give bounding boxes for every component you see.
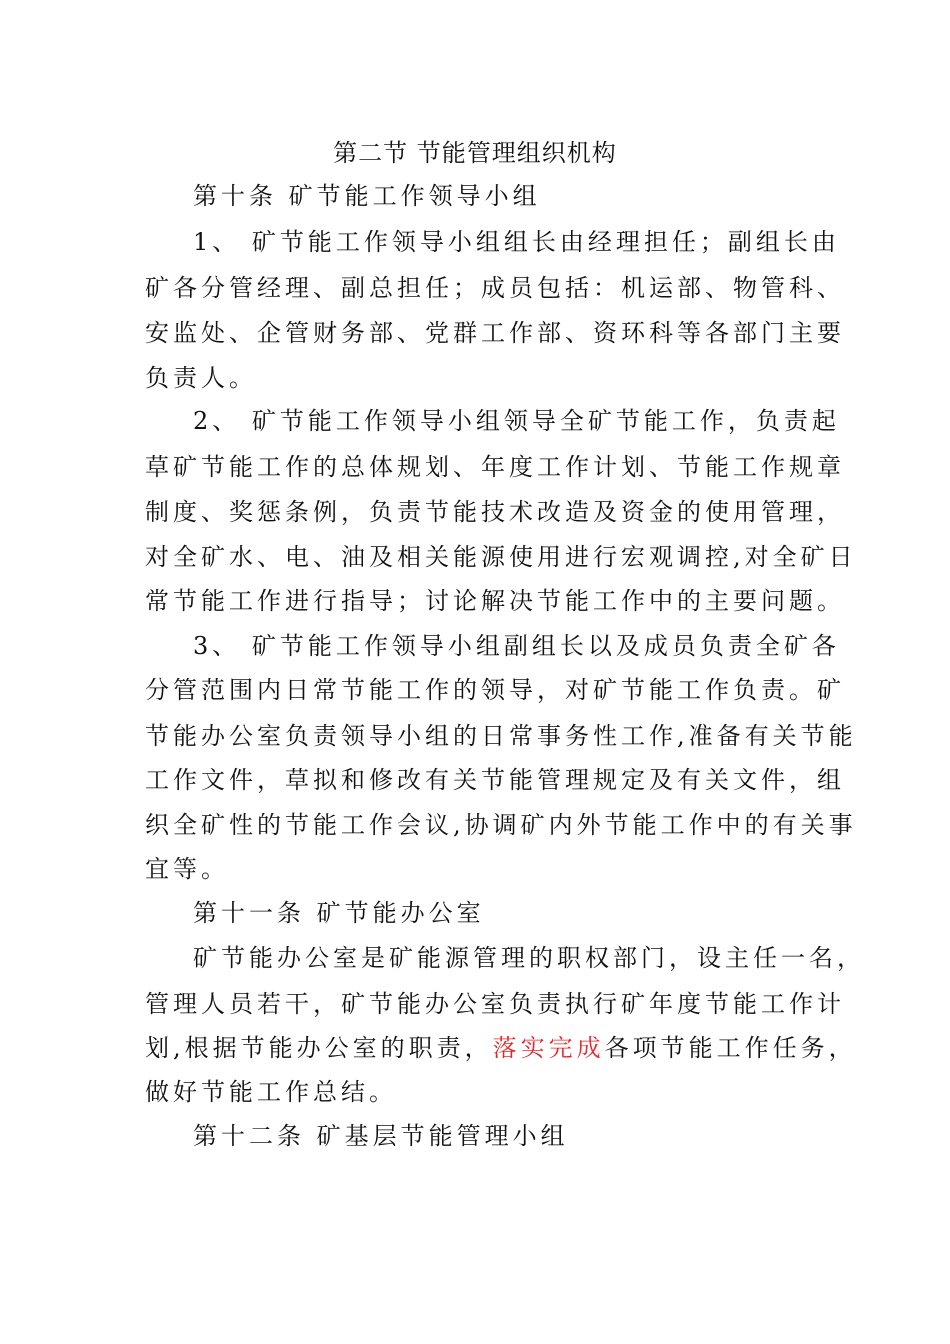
line-text: 各项节能工作任务， — [604, 1034, 857, 1062]
section-title: 第二节 节能管理组织机构 — [333, 139, 617, 167]
line-text: 划,根据节能办公室的职责， — [145, 1034, 493, 1062]
paragraph-line: 做好节能工作总结。 — [145, 1078, 397, 1106]
paragraph-line: 制度、奖惩条例，负责节能技术改造及资金的使用管理， — [145, 498, 845, 526]
paragraph-line: 负责人。 — [145, 364, 257, 392]
paragraph-line: 节能办公室负责领导小组的日常事务性工作,准备有关节能 — [145, 722, 857, 750]
paragraph-line: 宜等。 — [145, 855, 229, 883]
paragraph-line: 3、 矿节能工作领导小组副组长以及成员负责全矿各 — [193, 632, 840, 660]
paragraph-line: 常节能工作进行指导；讨论解决节能工作中的主要问题。 — [145, 587, 845, 615]
article-heading: 第十二条 矿基层节能管理小组 — [193, 1122, 569, 1150]
paragraph-line: 安监处、企管财务部、党群工作部、资环科等各部门主要 — [145, 319, 845, 347]
paragraph-line-highlight — [145, 1028, 857, 1068]
paragraph-line: 管理人员若干，矿节能办公室负责执行矿年度节能工作计 — [145, 990, 845, 1018]
paragraph-line: 1、 矿节能工作领导小组组长由经理担任；副组长由 — [193, 228, 840, 256]
paragraph-line: 工作文件，草拟和修改有关节能管理规定及有关文件，组 — [145, 766, 845, 794]
paragraph-line: 矿节能办公室是矿能源管理的职权部门，设主任一名， — [193, 944, 865, 972]
paragraph-line: 对全矿水、电、油及相关能源使用进行宏观调控,对全矿日 — [145, 543, 857, 571]
paragraph-line: 草矿节能工作的总体规划、年度工作计划、节能工作规章 — [145, 453, 845, 481]
highlighted-text: 落实完成 — [492, 1034, 605, 1062]
article-heading: 第十一条 矿节能办公室 — [193, 899, 485, 927]
paragraph-line: 织全矿性的节能工作会议,协调矿内外节能工作中的有关事 — [145, 811, 857, 839]
paragraph-line: 2、 矿节能工作领导小组领导全矿节能工作，负责起 — [193, 407, 840, 435]
paragraph-line: 矿各分管经理、副总担任；成员包括：机运部、物管科、 — [145, 274, 845, 302]
article-heading: 第十条 矿节能工作领导小组 — [193, 182, 541, 210]
paragraph-line: 分管范围内日常节能工作的领导，对矿节能工作负责。矿 — [145, 676, 845, 704]
